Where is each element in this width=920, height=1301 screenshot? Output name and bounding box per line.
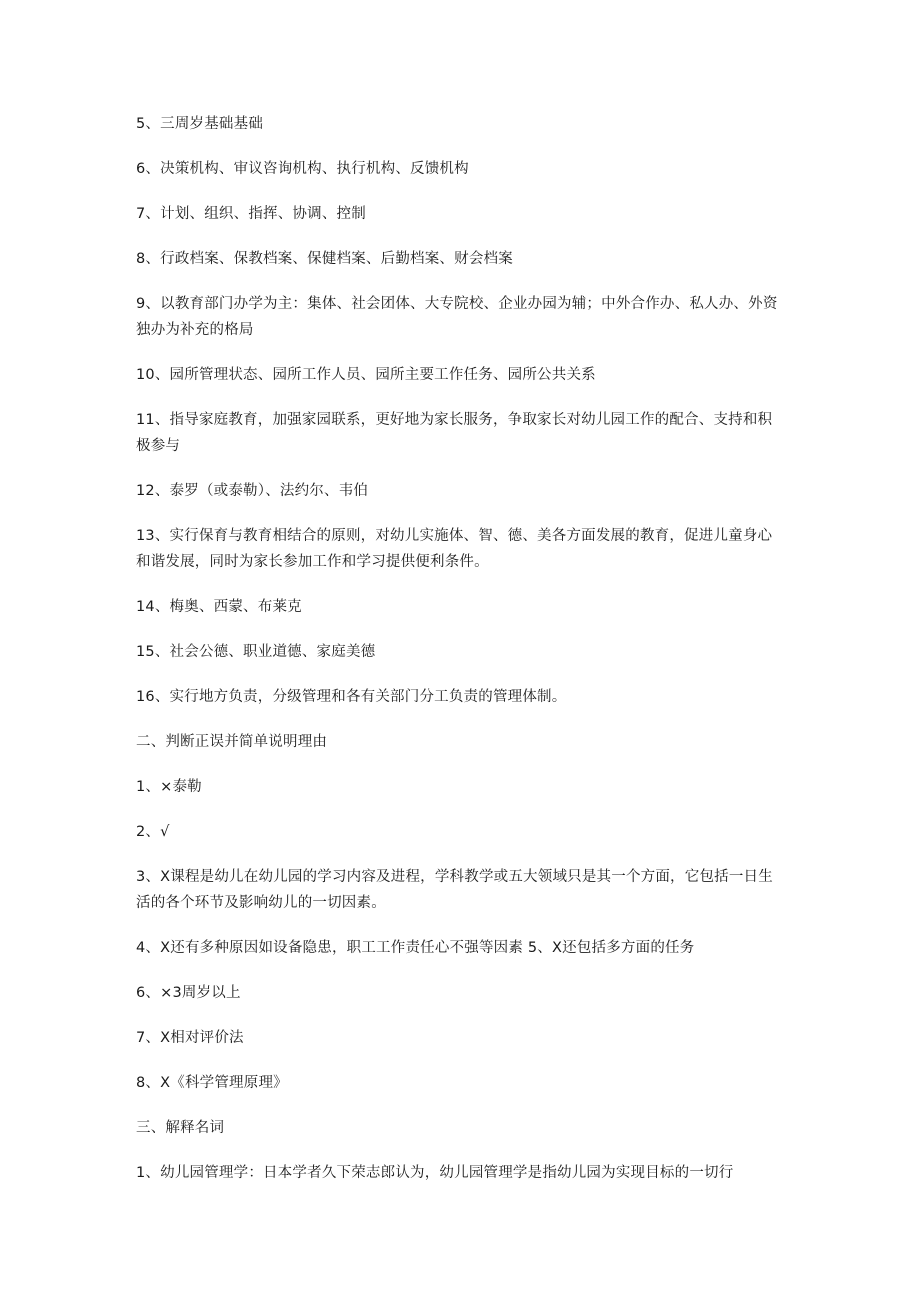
answer-fill-16: 16、实行地方负责，分级管理和各有关部门分工负责的管理体制。 (136, 689, 567, 705)
answer-fill-15: 15、社会公德、职业道德、家庭美德 (136, 644, 376, 660)
answer-fill-11: 11、指导家庭教育，加强家园联系，更好地为家长服务，争取家长对幼儿园工作的配合、支持和积极参与 (136, 412, 773, 454)
answer-fill-14: 14、梅奥、西蒙、布莱克 (136, 599, 302, 615)
answer-fill-9: 9、以教育部门办学为主：集体、社会团体、大专院校、企业办园为辅；中外合作办、私人办、外资独办为补充的格局 (136, 296, 778, 338)
section-heading-terms: 三、解释名词 (136, 1120, 225, 1136)
answer-judge-2: 2、√ (136, 824, 170, 840)
answer-fill-5: 5、三周岁基础基础 (136, 116, 264, 132)
answer-fill-8: 8、行政档案、保教档案、保健档案、后勤档案、财会档案 (136, 251, 513, 267)
answer-judge-1: 1、×泰勒 (136, 779, 202, 795)
answer-judge-8: 8、X《科学管理原理》 (136, 1075, 288, 1091)
answer-judge-3: 3、X课程是幼儿在幼儿园的学习内容及进程，学科教学或五大领域只是其一个方面，它包括一日生活的各个环节及影响幼儿的一切因素。 (136, 869, 773, 911)
answer-fill-10: 10、园所管理状态、园所工作人员、园所主要工作任务、园所公共关系 (136, 367, 596, 383)
answer-judge-4-5: 4、X还有多种原因如设备隐患，职工工作责任心不强等因素 5、X还包括多方面的任务 (136, 940, 695, 956)
answer-judge-7: 7、X相对评价法 (136, 1030, 244, 1046)
answer-term-1: 1、幼儿园管理学：日本学者久下荣志郎认为，幼儿园管理学是指幼儿园为实现目标的一切行 (136, 1165, 734, 1181)
document-body (136, 111, 786, 1205)
answer-judge-6: 6、×3周岁以上 (136, 985, 241, 1001)
section-heading-true-false: 二、判断正误并简单说明理由 (136, 734, 328, 750)
answer-fill-12: 12、泰罗（或泰勒）、法约尔、韦伯 (136, 483, 369, 499)
answer-fill-7: 7、计划、组织、指挥、协调、控制 (136, 206, 366, 222)
answer-fill-6: 6、决策机构、审议咨询机构、执行机构、反馈机构 (136, 161, 469, 177)
answer-fill-13: 13、实行保育与教育相结合的原则，对幼儿实施体、智、德、美各方面发展的教育，促进儿童身心和谐发展，同时为家长参加工作和学习提供便利条件。 (136, 528, 773, 570)
